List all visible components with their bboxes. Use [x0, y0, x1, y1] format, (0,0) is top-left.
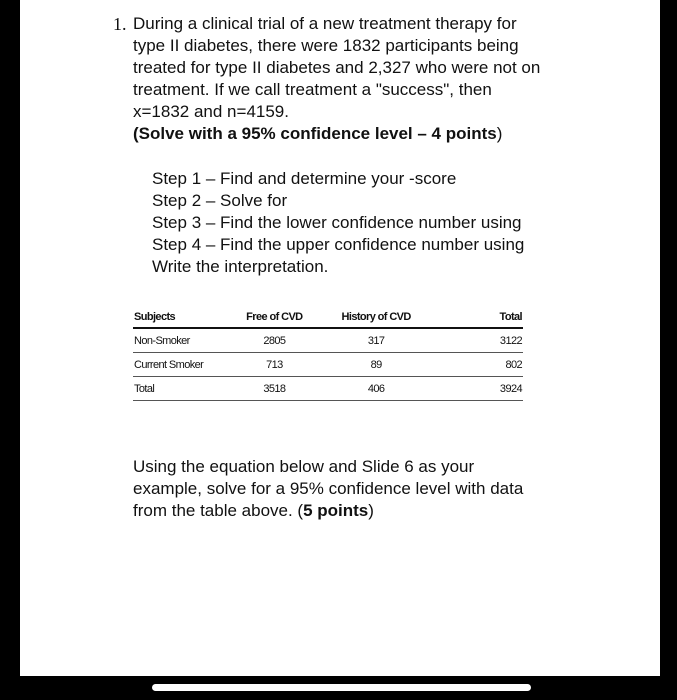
- question-number: 1.: [113, 14, 127, 34]
- exercise-points: 5 points: [303, 501, 369, 520]
- table-cell: 713: [228, 353, 320, 377]
- row-label: Current Smoker: [133, 353, 228, 377]
- table-header-row: [133, 307, 523, 328]
- exercise-line: [133, 500, 593, 522]
- instruction-bold: (Solve with a 95% confidence level – 4 points: [133, 124, 497, 143]
- header-free-of-cvd: Free of CVD: [228, 307, 320, 328]
- table-cell: 2805: [228, 328, 320, 353]
- instruction-close: ): [496, 124, 503, 143]
- table-cell: 802: [432, 353, 523, 377]
- row-label: Total: [133, 377, 228, 401]
- step-item: Step 3 – Find the lower confidence number using: [152, 213, 522, 232]
- question-line: During a clinical trial of a new treatment therapy for: [133, 14, 517, 33]
- table-row: [133, 328, 523, 353]
- table-cell: 3122: [432, 328, 523, 353]
- exercise-text: [133, 456, 593, 522]
- exercise-suffix: ): [368, 501, 374, 520]
- question-instruction: [133, 123, 502, 145]
- home-indicator-bar[interactable]: [152, 684, 531, 691]
- step-item: Step 2 – Solve for: [152, 191, 288, 210]
- table-cell: 406: [320, 377, 432, 401]
- question-line: type II diabetes, there were 1832 participants being: [133, 36, 519, 55]
- table-cell: 3924: [432, 377, 523, 401]
- header-total: Total: [432, 307, 523, 328]
- table-cell: 317: [320, 328, 432, 353]
- row-label: Non-Smoker: [133, 328, 228, 353]
- exercise-line: example, solve for a 95% confidence level with data: [133, 479, 524, 498]
- question-line: treated for type II diabetes and 2,327 who were not on: [133, 58, 541, 77]
- table-row: [133, 377, 523, 401]
- table-cell: 89: [320, 353, 432, 377]
- table-cell: 3518: [228, 377, 320, 401]
- step-item: Step 1 – Find and determine your -score: [152, 169, 457, 188]
- steps-list: [152, 168, 524, 278]
- header-subjects: Subjects: [133, 307, 228, 328]
- table-row: [133, 353, 523, 377]
- question-line: x=1832 and n=4159.: [133, 102, 289, 121]
- header-history-of-cvd: History of CVD: [320, 307, 432, 328]
- question-line: treatment. If we call treatment a "success", then: [133, 80, 492, 99]
- step-item: Step 4 – Find the upper confidence number using: [152, 235, 525, 254]
- step-item: Write the interpretation.: [152, 257, 329, 276]
- cvd-data-table: [133, 307, 523, 401]
- exercise-line: Using the equation below and Slide 6 as your: [133, 457, 475, 476]
- exercise-prefix: from the table above. (: [133, 501, 304, 520]
